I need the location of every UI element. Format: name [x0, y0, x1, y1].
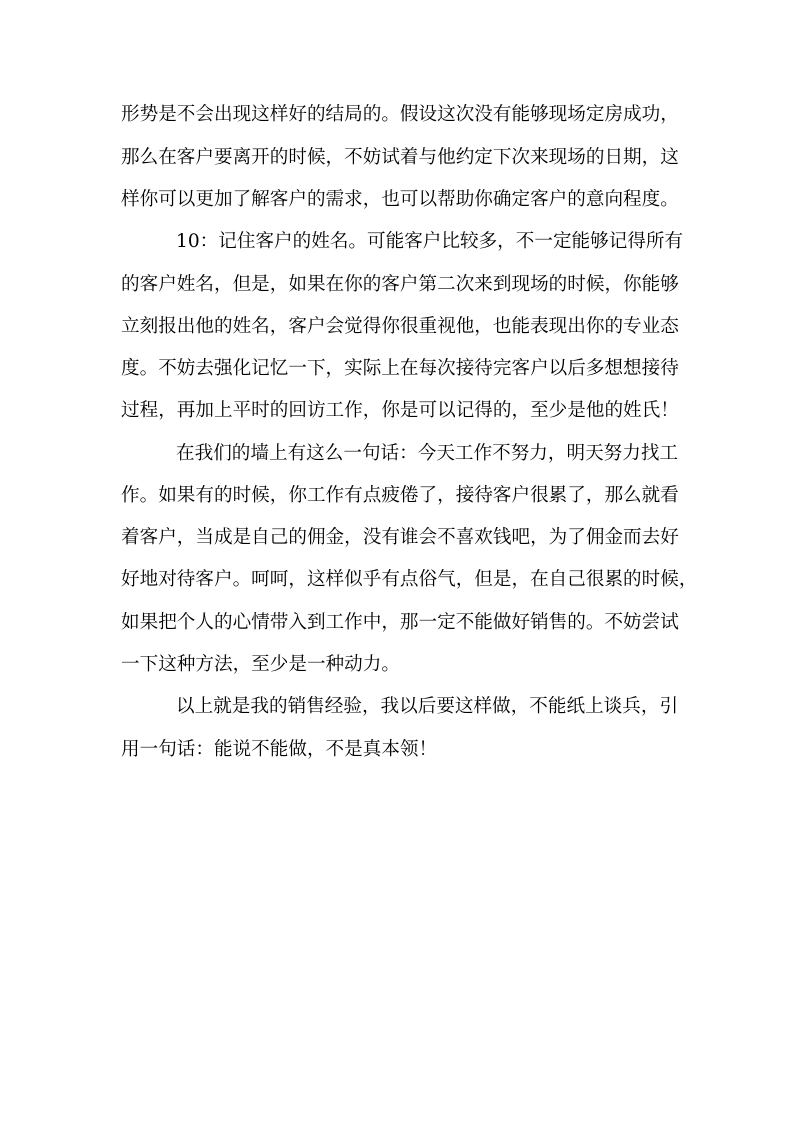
paragraph-line: 作。如果有的时候，你工作有点疲倦了，接待客户很累了，那么就看	[121, 485, 679, 506]
text-line	[0, 146, 794, 170]
text-line	[0, 484, 794, 508]
paragraph-line: 着客户，当成是自己的佣金，没有谁会不喜欢钱吧，为了佣金而去好	[121, 527, 679, 548]
text-line	[0, 399, 794, 423]
text-line	[0, 738, 794, 762]
paragraph-line: 那么在客户要离开的时候，不妨试着与他约定下次来现场的日期，这	[121, 147, 679, 168]
text-line	[0, 230, 794, 254]
text-line	[0, 442, 794, 466]
text-line	[0, 568, 794, 592]
paragraph-line: 形势是不会出现这样好的结局的。假设这次没有能够现场定房成功，	[121, 104, 679, 125]
text-line	[0, 315, 794, 339]
paragraph-line: 立刻报出他的姓名，客户会觉得你很重视他，也能表现出你的专业态	[121, 316, 679, 337]
paragraph-line: 样你可以更加了解客户的需求，也可以帮助你确定客户的意向程度。	[121, 189, 679, 210]
text-line	[0, 103, 794, 127]
text-line	[0, 695, 794, 719]
paragraph-line: 以上就是我的销售经验，我以后要这样做，不能纸上谈兵，引	[176, 696, 679, 717]
text-line	[0, 653, 794, 677]
text-line	[0, 273, 794, 297]
text-line	[0, 357, 794, 381]
paragraph-line: 好地对待客户。呵呵，这样似乎有点俗气，但是，在自己很累的时候，	[121, 569, 698, 590]
text-line	[0, 188, 794, 212]
paragraph-line: 如果把个人的心情带入到工作中，那一定不能做好销售的。不妨尝试	[121, 612, 679, 633]
text-line	[0, 611, 794, 635]
paragraph-line: 一下这种方法，至少是一种动力。	[121, 654, 400, 675]
paragraph-line: 用一句话：能说不能做，不是真本领！	[121, 739, 438, 760]
paragraph-line: 在我们的墙上有这么一句话：今天工作不努力，明天努力找工	[176, 443, 679, 464]
paragraph-line: 过程，再加上平时的回访工作，你是可以记得的，至少是他的姓氏！	[121, 400, 679, 421]
text-line	[0, 526, 794, 550]
paragraph-line: 10：记住客户的姓名。可能客户比较多，不一定能够记得所有	[176, 231, 684, 252]
paragraph-line: 的客户姓名，但是，如果在你的客户第二次来到现场的时候，你能够	[121, 274, 679, 295]
paragraph-line: 度。不妨去强化记忆一下，实际上在每次接待完客户以后多想想接待	[121, 358, 679, 379]
